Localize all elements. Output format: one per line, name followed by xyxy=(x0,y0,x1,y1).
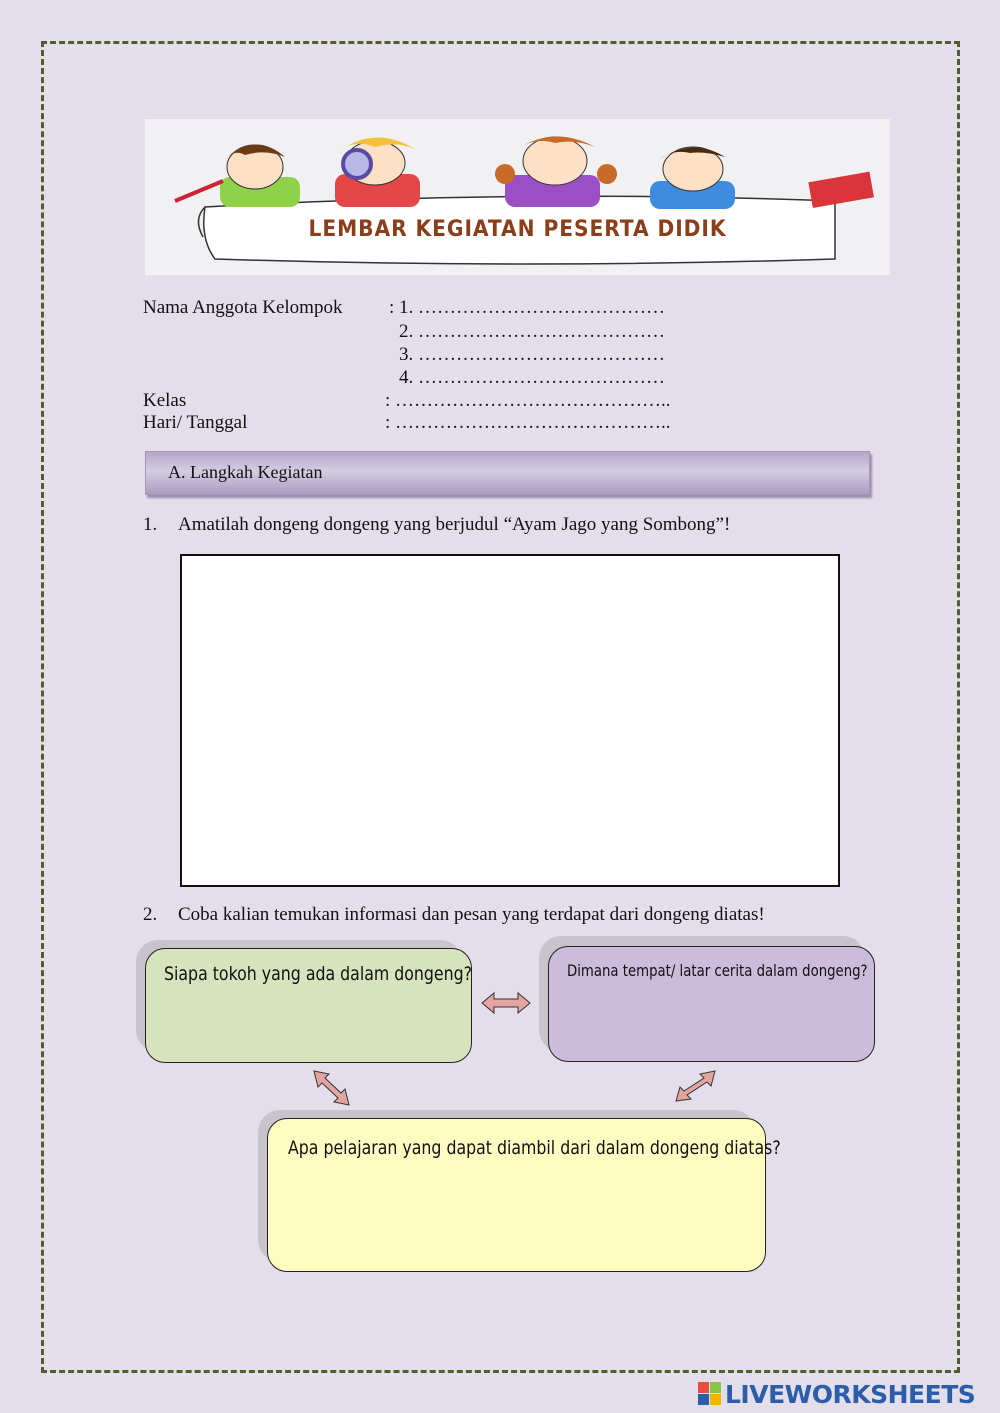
lesson-answer-box[interactable] xyxy=(267,1118,781,1272)
double-arrow-icon xyxy=(311,1068,353,1108)
setting-prompt: Dimana tempat/ latar cerita dalam dongeng? xyxy=(567,961,868,980)
liveworksheets-logo xyxy=(698,1378,975,1410)
question-number: 1. xyxy=(143,514,158,535)
lesson-prompt: Apa pelajaran yang dapat diambil dari dalam dongeng diatas? xyxy=(288,1137,781,1159)
characters-answer-box[interactable] xyxy=(145,948,472,1063)
header-banner xyxy=(145,119,890,275)
class-label: Kelas xyxy=(143,390,187,411)
section-title: A. Langkah Kegiatan xyxy=(168,462,323,482)
member-4-line[interactable]: 4. ………………………………… xyxy=(399,367,665,388)
question-2 xyxy=(143,904,843,928)
member-3-line[interactable]: 3. ………………………………… xyxy=(399,344,665,365)
story-answer-box[interactable] xyxy=(180,554,840,887)
double-arrow-icon xyxy=(674,1068,718,1104)
member-2-line[interactable]: 2. ………………………………… xyxy=(399,321,665,342)
logo-text: LIVEWORKSHEETS xyxy=(725,1379,976,1409)
children-illustration xyxy=(145,119,890,275)
question-1 xyxy=(143,514,843,538)
logo-mark-icon xyxy=(698,1382,722,1406)
section-header xyxy=(145,451,870,495)
class-field[interactable]: : …………………………………….. xyxy=(385,390,671,411)
double-arrow-icon xyxy=(480,990,532,1016)
members-label: Nama Anggota Kelompok xyxy=(143,297,343,318)
setting-answer-box[interactable] xyxy=(548,946,875,1062)
question-number: 2. xyxy=(143,904,158,925)
characters-prompt: Siapa tokoh yang ada dalam dongeng? xyxy=(164,963,473,985)
question-text: Amatilah dongeng dongeng yang berjudul “Ayam Jago yang Sombong”! xyxy=(178,514,731,535)
date-label: Hari/ Tanggal xyxy=(143,412,248,433)
banner-title: LEMBAR KEGIATAN PESERTA DIDIK xyxy=(308,217,727,242)
question-text: Coba kalian temukan informasi dan pesan yang terdapat dari dongeng diatas! xyxy=(178,904,765,925)
member-1-line[interactable]: : 1. ………………………………… xyxy=(389,297,666,318)
date-field[interactable]: : …………………………………….. xyxy=(385,412,671,433)
